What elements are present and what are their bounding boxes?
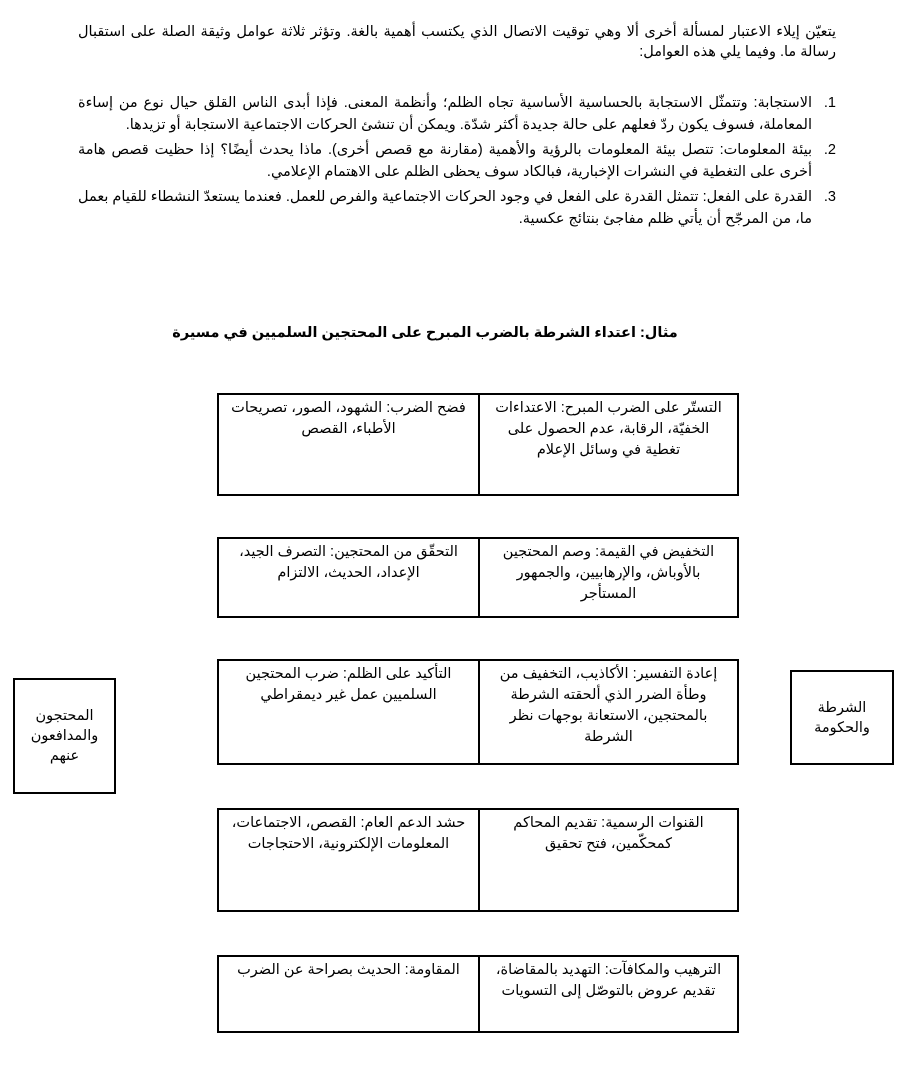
factor-item [78, 92, 836, 136]
tactic-row [217, 808, 739, 912]
protester-tactic: فضح الضرب: الشهود، الصور، تصريحات الأطباء، القصص [231, 400, 466, 437]
factor-text: بيئة المعلومات: تتصل بيئة المعلومات بالرؤية والأهمية (مقارنة مع قصص أخرى). ماذا يحدث أيضًا؟ إذا حظيت قصص هامة أخرى على التغطية في النشرات الإخبارية، فبالكاد سوف يحظى الظلم على الاهتمام الإعلامي. [78, 142, 812, 180]
factor-item [78, 139, 836, 183]
police-tactic: الترهيب والمكافآت: التهديد بالمقاضاة، تقديم عروض بالتوصّل إلى التسويات [478, 957, 737, 1031]
protester-tactic: التحقّق من المحتجين: التصرف الجيد، الإعداد، الحديث، الالتزام [239, 544, 458, 581]
factor-text: الاستجابة: وتتمثّل الاستجابة بالحساسية الأساسية تجاه الظلم؛ وأنظمة المعنى. فإذا أبدى الناس القلق حيال نوع من إساءة المعاملة، فسوف يكون ردّ فعلهم على حالة جديدة أكثر شدّة. ويمكن أن تنشئ الحركات الاجتماعية الاستجابة أو تزيدها. [78, 95, 812, 133]
factor-item [78, 186, 836, 230]
factor-number: 3. [823, 189, 836, 205]
tactic-row [217, 659, 739, 765]
intro-paragraph: يتعيّن إيلاء الاعتبار لمسألة أخرى ألا وهي توقيت الاتصال الذي يكتسب أهمية بالغة. وتؤثر ثلاثة عوامل وثيقة الصلة على استقبال رسالة ما. وفيما يلي هذه العوامل: [78, 24, 836, 60]
factor-number: 1. [823, 95, 836, 111]
factor-number: 2. [823, 142, 836, 158]
police-box: الشرطة والحكومة [790, 670, 894, 765]
factor-text: القدرة على الفعل: تتمثل القدرة على الفعل في وجود الحركات الاجتماعية والفرص للعمل. فعندما يستعدّ النشطاء للقيام بعمل ما، من المرجّح أن يأتي ظلم مفاجئ بنتائج عكسية. [78, 189, 812, 227]
protester-tactic: التأكيد على الظلم: ضرب المحتجين السلميين عمل غير ديمقراطي [245, 666, 452, 703]
police-tactic: التخفيض في القيمة: وصم المحتجين بالأوباش، والإرهابيين، والجمهور المستأجر [478, 539, 737, 616]
protesters-box: المحتجون والمدافعون عنهم [13, 678, 116, 794]
police-tactic: التستّر على الضرب المبرح: الاعتداءات الخفيّة، الرقابة، عدم الحصول على تغطية في وسائل الإعلام [478, 395, 737, 494]
protester-tactic: حشد الدعم العام: القصص، الاجتماعات، المعلومات الإلكترونية، الاحتجاجات [231, 815, 466, 852]
tactic-row [217, 393, 739, 496]
police-tactic: إعادة التفسير: الأكاذيب، التخفيف من وطأة الضرر الذي ألحقته الشرطة بالمحتجين، الاستعانة بوجهات نظر الشرطة [478, 661, 737, 763]
factor-list [78, 92, 836, 233]
example-title: مثال: اعتداء الشرطة بالضرب المبرح على المحتجين السلميين في مسيرة [172, 325, 678, 341]
tactic-row [217, 955, 739, 1033]
tactic-row [217, 537, 739, 618]
protester-tactic: المقاومة: الحديث بصراحة عن الضرب [237, 962, 460, 978]
police-tactic: القنوات الرسمية: تقديم المحاكم كمحكّمين، فتح تحقيق [478, 810, 737, 910]
